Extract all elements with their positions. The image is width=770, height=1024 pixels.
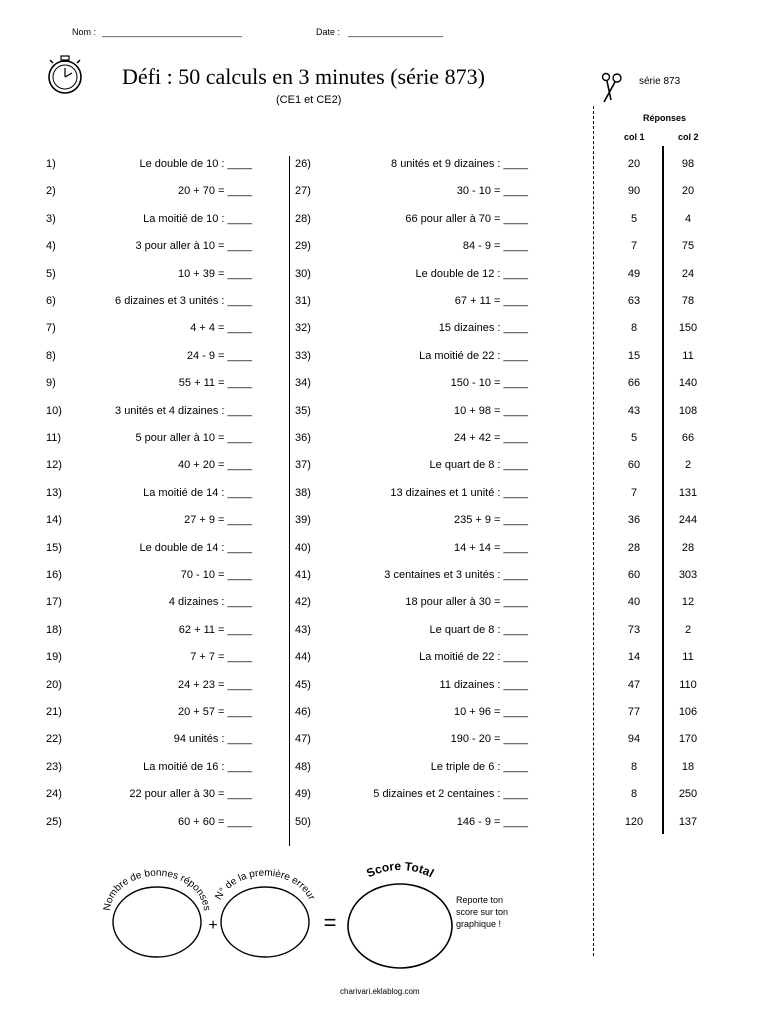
question-text[interactable]: 55 + 11 = ____ [178, 377, 252, 390]
question-text[interactable]: 70 - 10 = ____ [180, 569, 252, 581]
answer-col1: 7 [630, 240, 638, 253]
question-number: 18) [46, 623, 62, 636]
answer-col2: 20 [681, 185, 695, 198]
answer-col2: 137 [678, 815, 698, 828]
question-text[interactable]: 60 + 60 = ____ [177, 815, 252, 828]
answers-serie: série 873 [639, 76, 681, 87]
answer-col2: 108 [678, 404, 698, 417]
score-note-3: graphique ! [456, 919, 502, 929]
answer-col2: 12 [681, 596, 695, 609]
answer-col2: 24 [681, 267, 695, 280]
answer-col1: 60 [627, 459, 641, 472]
question-text[interactable]: 27 + 9 = ____ [184, 514, 252, 527]
scissors-icon [598, 70, 624, 104]
circle2-label: N° de la première erreur [213, 867, 317, 902]
question-number: 4) [46, 240, 56, 253]
question-text[interactable]: 10 + 98 = ____ [453, 404, 528, 417]
question-text[interactable]: 24 - 9 = ____ [186, 349, 252, 362]
plus-sign: + [208, 917, 218, 934]
question-number: 37) [295, 459, 311, 472]
question-number: 22) [46, 733, 62, 746]
answer-col2: 66 [681, 432, 695, 444]
question-number: 7) [46, 322, 56, 335]
question-text[interactable]: 8 unités et 9 dizaines : ____ [391, 158, 528, 170]
question-text[interactable]: La moitié de 22 : ____ [419, 349, 528, 362]
answer-col1: 5 [630, 212, 638, 225]
question-number: 45) [295, 678, 311, 691]
question-text[interactable]: 30 - 10 = ____ [456, 185, 528, 198]
question-text[interactable]: 40 + 20 = ____ [177, 459, 252, 472]
question-number: 40) [295, 541, 311, 554]
answer-col1: 73 [627, 623, 641, 636]
answer-col2: 75 [681, 240, 695, 253]
question-number: 30) [295, 267, 311, 280]
question-text[interactable]: Le double de 10 : ____ [139, 158, 252, 170]
question-number: 33) [295, 349, 311, 362]
answer-col2: 303 [678, 569, 698, 581]
question-text[interactable]: La moitié de 22 : ____ [419, 651, 528, 664]
name-label: Nom : [72, 27, 97, 37]
equals-sign: = [323, 910, 337, 935]
question-text[interactable]: 13 dizaines et 1 unité : ____ [390, 486, 528, 499]
svg-text:Score Total [364, 860, 436, 880]
answer-col1: 60 [627, 569, 641, 581]
total-score-circle [348, 884, 452, 968]
answer-col2: 28 [681, 541, 695, 554]
question-number: 5) [46, 267, 56, 280]
question-text[interactable]: 190 - 20 = ____ [450, 733, 528, 746]
question-number: 36) [295, 432, 311, 444]
answers-col1-label: col 1 [624, 132, 645, 142]
answer-col2: 4 [684, 212, 692, 225]
question-text[interactable]: 3 unités et 4 dizaines : ____ [115, 404, 252, 417]
answer-col2: 131 [678, 486, 698, 499]
answer-col1: 7 [630, 486, 638, 499]
question-number: 2) [46, 185, 56, 198]
question-number: 15) [46, 541, 62, 554]
question-number: 1) [46, 158, 56, 170]
question-number: 21) [46, 706, 62, 718]
question-number: 26) [295, 158, 311, 170]
page-title: Défi : 50 calculs en 3 minutes (série 873) [122, 64, 485, 89]
question-number: 39) [295, 514, 311, 527]
answer-col2: 11 [682, 349, 694, 362]
answer-col2: 140 [678, 377, 698, 390]
answer-col1: 28 [627, 541, 641, 554]
answer-col2: 250 [678, 788, 698, 801]
answer-col2: 150 [678, 322, 698, 335]
question-number: 42) [295, 596, 311, 609]
question-number: 10) [46, 404, 62, 417]
question-number: 41) [295, 569, 311, 581]
answer-col1: 8 [630, 760, 638, 773]
answer-col1: 14 [627, 651, 641, 664]
question-number: 28) [295, 212, 311, 225]
score-section [100, 860, 590, 970]
question-number: 48) [295, 760, 311, 773]
date-field[interactable]: ___________________ [348, 27, 444, 37]
answer-col1: 8 [630, 322, 638, 335]
question-text[interactable]: 146 - 9 = ____ [456, 815, 528, 828]
answer-col1: 66 [627, 377, 641, 390]
question-text[interactable]: 24 + 23 = ____ [177, 678, 252, 691]
answer-col1: 63 [627, 295, 641, 307]
circle3-label: Score Total [364, 860, 437, 881]
question-text[interactable]: Le double de 12 : ____ [415, 267, 528, 280]
question-number: 25) [46, 815, 62, 828]
answer-col2: 170 [678, 733, 698, 746]
question-number: 38) [295, 486, 311, 499]
answer-col2: 98 [681, 158, 695, 170]
answer-col1: 40 [627, 596, 641, 609]
question-text[interactable]: 20 + 57 = ____ [177, 706, 252, 718]
question-text[interactable]: 22 pour aller à 30 = ____ [129, 788, 252, 801]
question-text[interactable]: 4 + 4 = ____ [190, 322, 252, 335]
question-number: 47) [295, 733, 311, 746]
question-text[interactable]: 14 + 14 = ____ [453, 541, 528, 554]
stopwatch-icon [44, 54, 86, 96]
date-label: Date : [316, 27, 341, 37]
answer-col1: 5 [630, 432, 638, 444]
question-text[interactable]: 84 - 9 = ____ [462, 240, 528, 253]
question-number: 16) [46, 569, 62, 581]
answer-col2: 2 [684, 623, 692, 636]
question-number: 20) [46, 678, 62, 691]
question-text[interactable]: Le triple de 6 : ____ [430, 760, 528, 773]
question-text[interactable]: 15 dizaines : ____ [438, 322, 528, 335]
score-note-2: score sur ton [456, 907, 509, 917]
question-text[interactable]: 3 centaines et 3 unités : ____ [384, 569, 528, 581]
question-number: 8) [46, 349, 56, 362]
answer-col1: 43 [627, 404, 641, 417]
page-subtitle: (CE1 et CE2) [276, 94, 342, 106]
question-text[interactable]: Le quart de 8 : ____ [429, 459, 528, 472]
answers-heading: Réponses [643, 113, 687, 123]
question-text[interactable]: La moitié de 14 : ____ [143, 486, 252, 499]
answers-col2-label: col 2 [678, 132, 699, 142]
answer-col1: 15 [627, 349, 641, 362]
question-number: 11) [46, 432, 62, 444]
question-number: 50) [295, 815, 311, 828]
question-text[interactable]: 67 + 11 = ____ [454, 295, 528, 307]
question-text[interactable]: 24 + 42 = ____ [453, 432, 528, 444]
answer-col1: 36 [627, 514, 641, 527]
question-text[interactable]: Le double de 14 : ____ [139, 541, 252, 554]
answer-col1: 49 [627, 267, 641, 280]
question-number: 29) [295, 240, 311, 253]
answer-col2: 18 [681, 760, 695, 773]
question-text[interactable]: 3 pour aller à 10 = ____ [135, 240, 252, 253]
svg-text:N° de la première erreur [213, 868, 317, 903]
question-text[interactable]: 4 dizaines : ____ [168, 596, 252, 609]
question-number: 19) [46, 651, 62, 664]
question-text[interactable]: 150 - 10 = ____ [450, 377, 528, 390]
question-number: 46) [295, 706, 311, 718]
question-text[interactable]: 10 + 96 = ____ [453, 706, 528, 718]
question-number: 35) [295, 404, 311, 417]
question-number: 44) [295, 651, 311, 664]
question-text[interactable]: 11 dizaines : ____ [439, 678, 528, 691]
question-number: 23) [46, 760, 62, 773]
question-number: 17) [46, 596, 62, 609]
question-text[interactable]: 10 + 39 = ____ [177, 267, 252, 280]
question-text[interactable]: 5 pour aller à 10 = ____ [135, 432, 252, 444]
answer-col2: 106 [678, 706, 698, 718]
question-text[interactable]: 66 pour aller à 70 = ____ [405, 212, 528, 225]
footer-url[interactable]: charivari.eklablog.com [340, 987, 420, 996]
question-number: 31) [295, 295, 311, 307]
question-number: 27) [295, 185, 311, 198]
question-number: 9) [46, 377, 56, 390]
question-text[interactable]: 5 dizaines et 2 centaines : ____ [373, 788, 528, 801]
question-number: 32) [295, 322, 311, 335]
question-number: 13) [46, 486, 62, 499]
answer-col1: 90 [627, 185, 641, 198]
question-number: 43) [295, 623, 311, 636]
answer-col1: 77 [627, 706, 641, 718]
answer-col2: 78 [681, 295, 695, 307]
question-text[interactable]: 235 + 9 = ____ [453, 514, 528, 527]
question-text[interactable]: 94 unités : ____ [173, 733, 252, 746]
name-field[interactable]: ____________________________ [102, 27, 243, 37]
question-number: 3) [46, 212, 56, 225]
question-text[interactable]: 18 pour aller à 30 = ____ [405, 596, 528, 609]
question-text[interactable]: Le quart de 8 : ____ [429, 623, 528, 636]
answer-col1: 8 [630, 788, 638, 801]
answer-col1: 94 [627, 733, 641, 746]
question-text[interactable]: La moitié de 10 : ____ [143, 212, 252, 225]
first-error-circle [221, 887, 309, 957]
good-answers-circle [113, 887, 201, 957]
answer-col1: 20 [627, 158, 641, 170]
question-number: 24) [46, 788, 62, 801]
question-number: 12) [46, 459, 62, 472]
answer-col2: 2 [684, 459, 692, 472]
answer-col1: 47 [627, 678, 641, 691]
answer-col2: 11 [682, 651, 694, 664]
question-text[interactable]: La moitié de 16 : ____ [143, 760, 252, 773]
question-number: 34) [295, 377, 311, 390]
question-number: 14) [46, 514, 62, 527]
answer-col1: 120 [624, 815, 644, 828]
answer-col2: 244 [678, 514, 698, 527]
question-text[interactable]: 6 dizaines et 3 unités : ____ [115, 295, 252, 307]
question-number: 6) [46, 295, 56, 307]
question-number: 49) [295, 788, 311, 801]
score-note-1: Reporte ton [456, 895, 504, 905]
question-text[interactable]: 7 + 7 = ____ [190, 651, 252, 664]
question-text[interactable]: 20 + 70 = ____ [177, 185, 252, 198]
circle1-label: Nombre de bonnes réponses [101, 867, 213, 912]
answer-col2: 110 [679, 678, 697, 691]
question-text[interactable]: 62 + 11 = ____ [178, 623, 252, 636]
